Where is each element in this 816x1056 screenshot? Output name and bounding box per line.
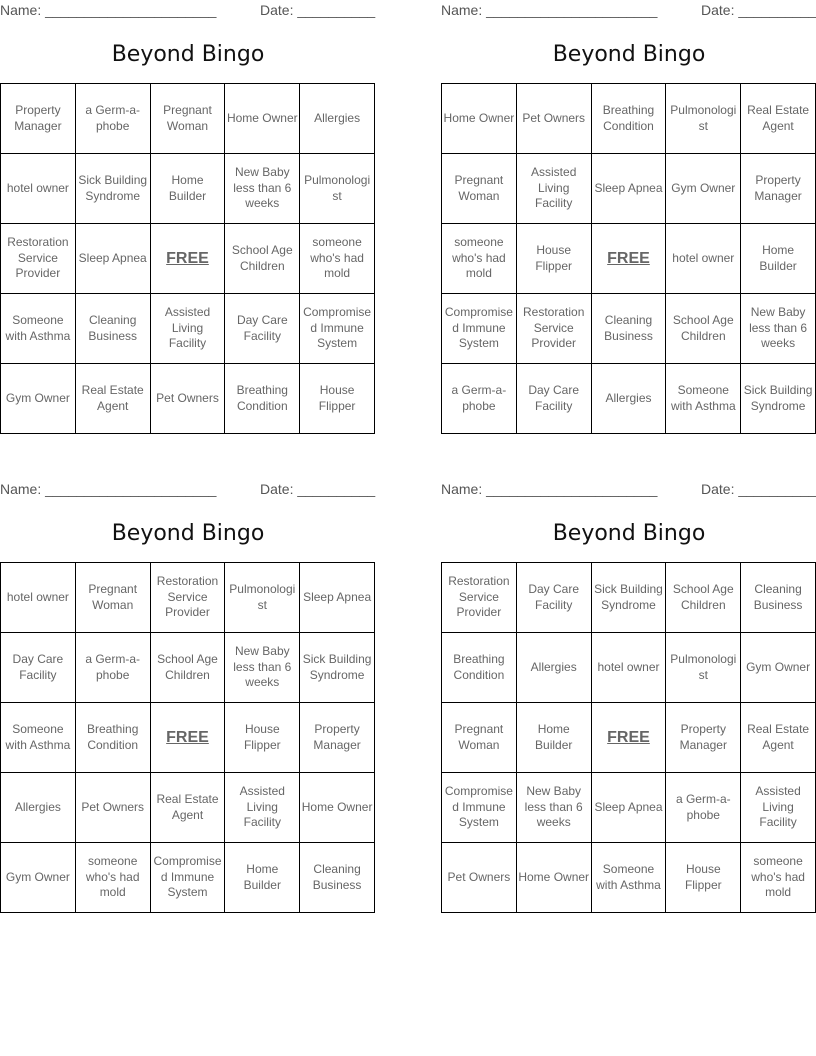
bingo-cell: Real Estate Agent (151, 773, 226, 843)
card-title: Beyond Bingo (111, 521, 265, 546)
bingo-cell: House Flipper (225, 703, 300, 773)
bingo-cell: Restoration Service Provider (1, 224, 76, 294)
bingo-cell: Cleaning Business (741, 563, 816, 633)
bingo-cell: Home Builder (517, 703, 592, 773)
bingo-cell: Sleep Apnea (592, 773, 667, 843)
bingo-cell: Home Builder (151, 154, 226, 224)
bingo-cell: Restoration Service Provider (442, 563, 517, 633)
bingo-cell: Sleep Apnea (592, 154, 667, 224)
bingo-cell: Pet Owners (442, 843, 517, 913)
bingo-cell: Day Care Facility (517, 364, 592, 434)
card-title: Beyond Bingo (552, 521, 706, 546)
bingo-cell: New Baby less than 6 weeks (225, 633, 300, 703)
bingo-cell: Breathing Condition (225, 364, 300, 434)
bingo-cell: Home Owner (225, 84, 300, 154)
bingo-cell: House Flipper (300, 364, 375, 434)
bingo-card (0, 0, 376, 434)
bingo-cell: Property Manager (1, 84, 76, 154)
bingo-cell: Pet Owners (517, 84, 592, 154)
bingo-cell: a Germ-a-phobe (76, 84, 151, 154)
bingo-cell: Cleaning Business (76, 294, 151, 364)
bingo-cell: a Germ-a-phobe (76, 633, 151, 703)
bingo-cell: Pulmonologist (225, 563, 300, 633)
bingo-cell: Home Owner (517, 843, 592, 913)
bingo-cell: Someone with Asthma (1, 294, 76, 364)
bingo-cell: Home Owner (300, 773, 375, 843)
name-field: Name: ______________________ (0, 2, 217, 18)
bingo-cell: someone who's had mold (741, 843, 816, 913)
bingo-cell: Allergies (1, 773, 76, 843)
bingo-cell: Sleep Apnea (76, 224, 151, 294)
bingo-cell: New Baby less than 6 weeks (517, 773, 592, 843)
bingo-cell: School Age Children (666, 294, 741, 364)
bingo-cell: Real Estate Agent (741, 703, 816, 773)
bingo-cell: Compromised Immune System (300, 294, 375, 364)
bingo-cell: Gym Owner (741, 633, 816, 703)
bingo-card (0, 479, 376, 913)
bingo-cell: a Germ-a-phobe (442, 364, 517, 434)
bingo-grid (441, 562, 816, 913)
bingo-cell: School Age Children (666, 563, 741, 633)
bingo-grid (0, 562, 375, 913)
bingo-cell: Day Care Facility (1, 633, 76, 703)
bingo-cell: someone who's had mold (300, 224, 375, 294)
bingo-cell: someone who's had mold (442, 224, 517, 294)
bingo-cell: Someone with Asthma (666, 364, 741, 434)
name-field: Name: ______________________ (0, 481, 217, 497)
date-field: Date: __________ (701, 481, 816, 497)
bingo-cell: Sick Building Syndrome (592, 563, 667, 633)
bingo-cell: someone who's had mold (76, 843, 151, 913)
bingo-grid (441, 83, 816, 434)
bingo-cell: Breathing Condition (592, 84, 667, 154)
bingo-cell: Property Manager (666, 703, 741, 773)
bingo-cell: New Baby less than 6 weeks (225, 154, 300, 224)
bingo-cell: Compromised Immune System (151, 843, 226, 913)
bingo-cell: Sick Building Syndrome (76, 154, 151, 224)
bingo-cell: Allergies (592, 364, 667, 434)
bingo-cell: Real Estate Agent (76, 364, 151, 434)
bingo-cell: Pet Owners (151, 364, 226, 434)
bingo-cell: Breathing Condition (76, 703, 151, 773)
bingo-cell: Pet Owners (76, 773, 151, 843)
bingo-card (441, 0, 816, 434)
bingo-cell: Day Care Facility (225, 294, 300, 364)
bingo-cell: Compromised Immune System (442, 773, 517, 843)
bingo-cell: Someone with Asthma (592, 843, 667, 913)
bingo-cell: Restoration Service Provider (517, 294, 592, 364)
bingo-cell: House Flipper (666, 843, 741, 913)
bingo-cell: Pregnant Woman (151, 84, 226, 154)
bingo-cell: Real Estate Agent (741, 84, 816, 154)
bingo-cell: Cleaning Business (592, 294, 667, 364)
free-space: FREE (151, 224, 226, 294)
bingo-cell: Gym Owner (666, 154, 741, 224)
bingo-cell: Pregnant Woman (76, 563, 151, 633)
bingo-cell: House Flipper (517, 224, 592, 294)
bingo-cell: Property Manager (300, 703, 375, 773)
free-space: FREE (151, 703, 226, 773)
bingo-cell: Pulmonologist (666, 633, 741, 703)
bingo-cell: Pregnant Woman (442, 154, 517, 224)
bingo-cell: Home Builder (741, 224, 816, 294)
card-title: Beyond Bingo (111, 42, 265, 67)
bingo-cell: Assisted Living Facility (517, 154, 592, 224)
bingo-grid (0, 83, 375, 434)
bingo-cell: Gym Owner (1, 843, 76, 913)
bingo-cell: Sick Building Syndrome (741, 364, 816, 434)
bingo-cell: Allergies (517, 633, 592, 703)
card-header (0, 479, 376, 499)
bingo-cell: Sick Building Syndrome (300, 633, 375, 703)
bingo-cell: Sleep Apnea (300, 563, 375, 633)
bingo-cell: Pulmonologist (666, 84, 741, 154)
bingo-cell: hotel owner (1, 154, 76, 224)
bingo-cell: Gym Owner (1, 364, 76, 434)
date-field: Date: __________ (260, 2, 376, 18)
bingo-cell: Cleaning Business (300, 843, 375, 913)
name-field: Name: ______________________ (441, 481, 658, 497)
bingo-cell: Home Owner (442, 84, 517, 154)
card-header (441, 0, 816, 20)
date-field: Date: __________ (701, 2, 816, 18)
bingo-cell: hotel owner (592, 633, 667, 703)
bingo-cell: Compromised Immune System (442, 294, 517, 364)
card-header (441, 479, 816, 499)
bingo-cell: a Germ-a-phobe (666, 773, 741, 843)
bingo-cell: Allergies (300, 84, 375, 154)
bingo-cell: hotel owner (1, 563, 76, 633)
bingo-cell: Breathing Condition (442, 633, 517, 703)
bingo-cell: Assisted Living Facility (151, 294, 226, 364)
card-header (0, 0, 376, 20)
bingo-cell: Pulmonologist (300, 154, 375, 224)
free-space: FREE (592, 703, 667, 773)
bingo-cell: Pregnant Woman (442, 703, 517, 773)
bingo-cell: hotel owner (666, 224, 741, 294)
bingo-card (441, 479, 816, 913)
bingo-cell: Day Care Facility (517, 563, 592, 633)
card-title: Beyond Bingo (552, 42, 706, 67)
free-space: FREE (592, 224, 667, 294)
bingo-cell: New Baby less than 6 weeks (741, 294, 816, 364)
bingo-cell: School Age Children (151, 633, 226, 703)
bingo-cell: Assisted Living Facility (741, 773, 816, 843)
bingo-cell: Assisted Living Facility (225, 773, 300, 843)
bingo-cell: Home Builder (225, 843, 300, 913)
date-field: Date: __________ (260, 481, 376, 497)
bingo-cell: School Age Children (225, 224, 300, 294)
bingo-cell: Restoration Service Provider (151, 563, 226, 633)
name-field: Name: ______________________ (441, 2, 658, 18)
bingo-cell: Someone with Asthma (1, 703, 76, 773)
bingo-cell: Property Manager (741, 154, 816, 224)
